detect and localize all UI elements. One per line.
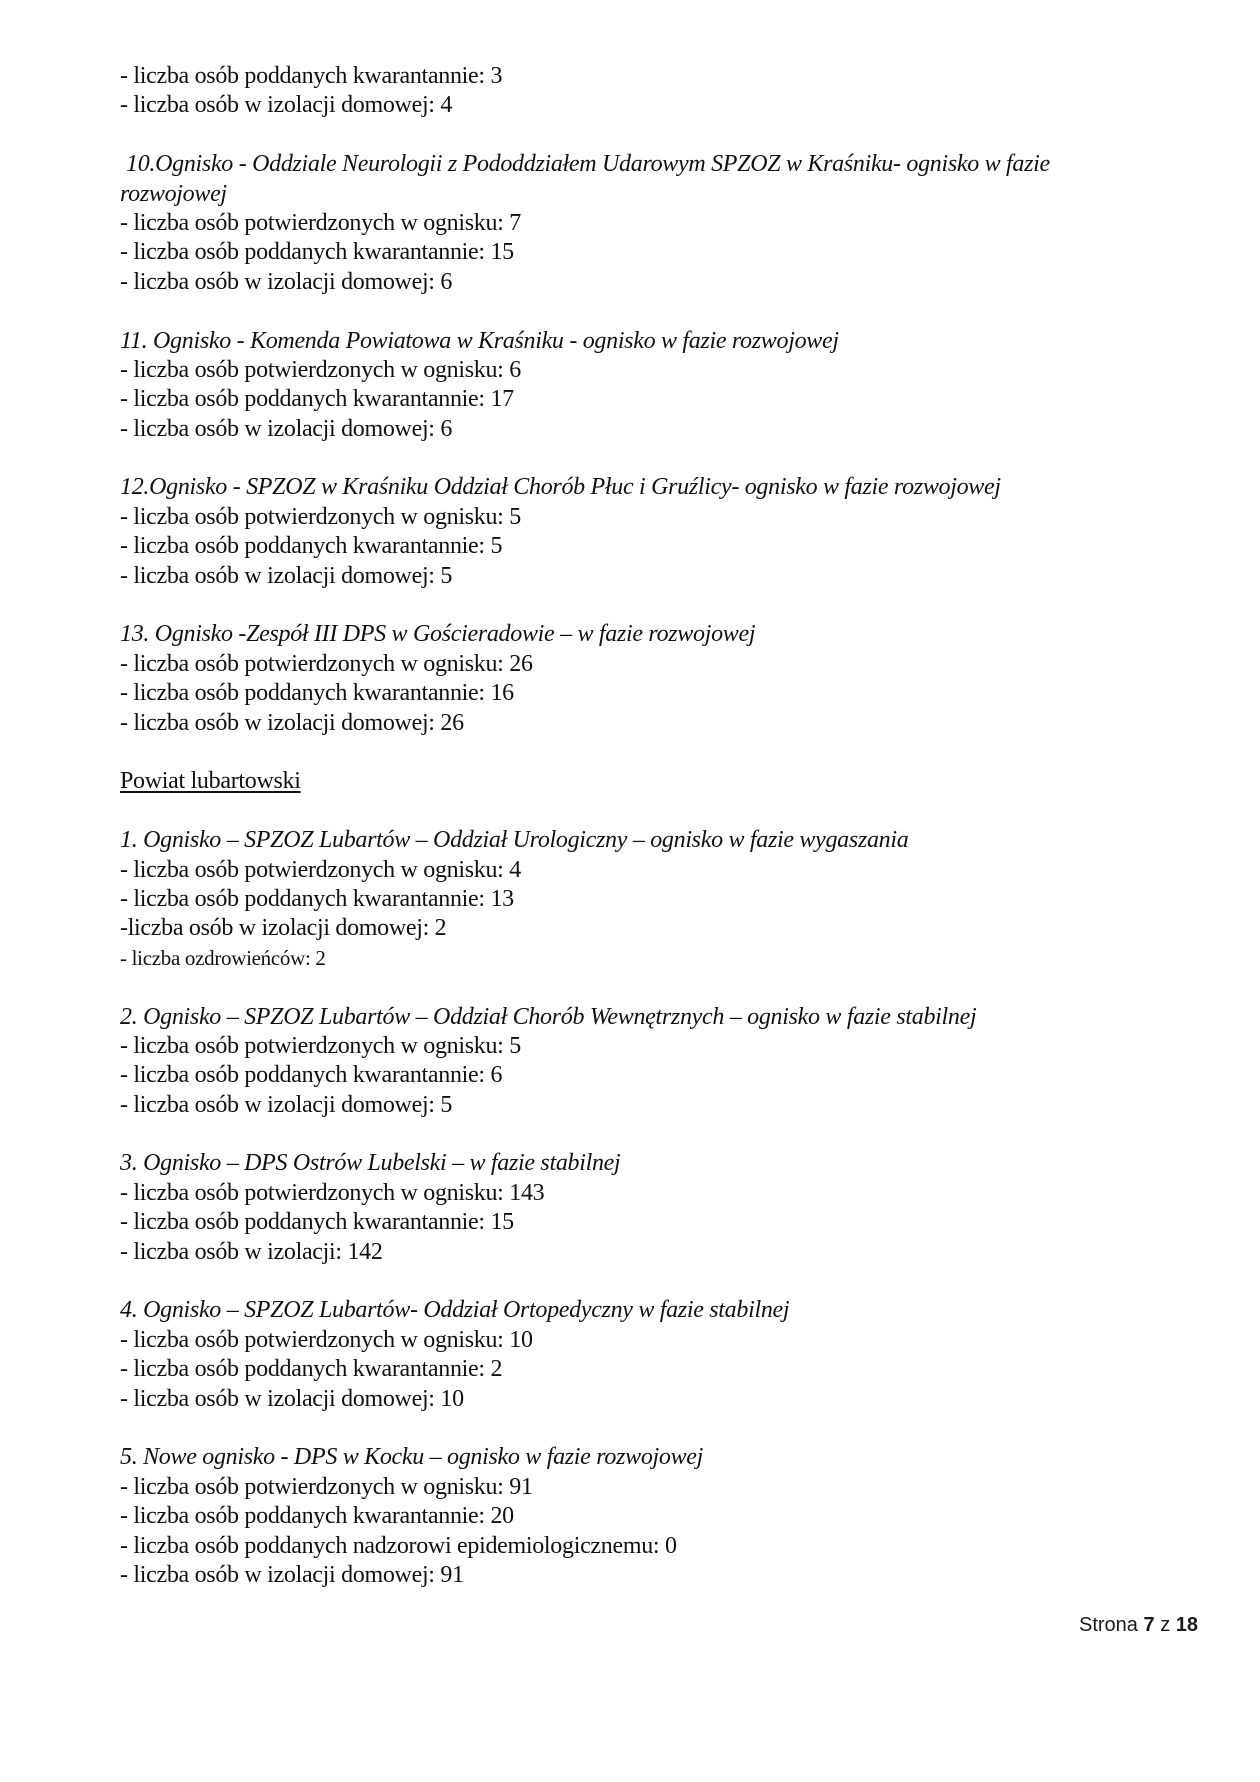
outbreak-heading: 10.Ognisko - Oddziale Neurologii z Pododdziałem Udarowym SPZOZ w Kraśniku- ognisko w fazie <box>126 151 1050 178</box>
stat-line: - liczba osób poddanych kwarantannie: 15 <box>120 239 514 266</box>
page-separator: z <box>1160 1614 1171 1636</box>
outbreak-entry <box>120 327 1210 445</box>
stat-line: - liczba osób poddanych kwarantannie: 13 <box>120 885 514 912</box>
stat-line: - liczba osób w izolacji domowej: 4 <box>120 92 453 119</box>
outbreak-entry <box>120 826 1210 973</box>
outbreak-entry <box>120 1443 1210 1590</box>
stat-line: - liczba osób poddanych kwarantannie: 17 <box>120 386 514 413</box>
outbreak-heading: 5. Nowe ognisko - DPS w Kocku – ognisko w fazie rozwojowej <box>120 1444 704 1471</box>
stat-line: - liczba osób poddanych kwarantannie: 5 <box>120 533 503 560</box>
outbreak-continuation <box>120 62 1210 121</box>
stat-line: - liczba osób w izolacji domowej: 6 <box>120 415 453 442</box>
outbreak-entry <box>120 1296 1210 1414</box>
stat-line: - liczba osób potwierdzonych w ognisku: 10 <box>120 1326 533 1353</box>
stat-line: - liczba osób poddanych kwarantannie: 6 <box>120 1062 503 1089</box>
stat-line: - liczba osób potwierdzonych w ognisku: 5 <box>120 1032 521 1059</box>
page-label: Strona <box>1079 1614 1138 1636</box>
page-number <box>1079 1614 1198 1637</box>
stat-line: -liczba osób w izolacji domowej: 2 <box>120 915 447 942</box>
stat-line: - liczba osób w izolacji domowej: 26 <box>120 709 464 736</box>
stat-line: - liczba osób w izolacji domowej: 10 <box>120 1385 464 1412</box>
stat-line: - liczba osób w izolacji domowej: 5 <box>120 562 453 589</box>
section-title-powiat-lubartowski: Powiat lubartowski <box>120 768 301 795</box>
document-body <box>120 62 1210 1590</box>
outbreak-entry <box>120 473 1210 591</box>
stat-line: - liczba osób poddanych kwarantannie: 2 <box>120 1356 503 1383</box>
outbreak-heading: 11. Ognisko - Komenda Powiatowa w Kraśniku - ognisko w fazie rozwojowej <box>120 327 839 354</box>
outbreak-heading: 2. Ognisko – SPZOZ Lubartów – Oddział Chorób Wewnętrznych – ognisko w fazie stabilnej <box>120 1003 977 1030</box>
outbreak-entry <box>120 1003 1210 1121</box>
outbreak-heading: 3. Ognisko – DPS Ostrów Lubelski – w fazie stabilnej <box>120 1150 621 1177</box>
stat-line: - liczba osób potwierdzonych w ognisku: 4 <box>120 856 521 883</box>
stat-line: - liczba osób potwierdzonych w ognisku: 143 <box>120 1179 545 1206</box>
stat-line: - liczba osób w izolacji domowej: 6 <box>120 268 453 295</box>
stat-line: - liczba osób w izolacji domowej: 91 <box>120 1561 464 1588</box>
stat-line: - liczba osób poddanych nadzorowi epidemiologicznemu: 0 <box>120 1532 677 1559</box>
outbreak-heading: 4. Ognisko – SPZOZ Lubartów- Oddział Ortopedyczny w fazie stabilnej <box>120 1297 790 1324</box>
stat-line: - liczba osób potwierdzonych w ognisku: 26 <box>120 650 533 677</box>
stat-line: - liczba osób potwierdzonych w ognisku: 5 <box>120 503 521 530</box>
stat-line: - liczba osób w izolacji: 142 <box>120 1238 383 1265</box>
stat-line: - liczba osób poddanych kwarantannie: 3 <box>120 63 503 89</box>
page-total: 18 <box>1175 1614 1198 1636</box>
outbreak-heading-continuation: rozwojowej <box>120 180 227 207</box>
outbreak-heading: 1. Ognisko – SPZOZ Lubartów – Oddział Urologiczny – ognisko w fazie wygaszania <box>120 827 909 854</box>
outbreak-entry <box>120 150 1210 297</box>
stat-line: - liczba osób potwierdzonych w ognisku: 7 <box>120 209 521 236</box>
stat-line: - liczba osób poddanych kwarantannie: 15 <box>120 1209 514 1236</box>
stat-line: - liczba osób w izolacji domowej: 5 <box>120 1091 453 1118</box>
page-current: 7 <box>1143 1614 1155 1636</box>
outbreak-heading: 12.Ognisko - SPZOZ w Kraśniku Oddział Chorób Płuc i Gruźlicy- ognisko w fazie rozwojowej <box>120 474 1001 501</box>
outbreak-entry <box>120 620 1210 738</box>
stat-line: - liczba osób potwierdzonych w ognisku: 91 <box>120 1473 533 1500</box>
stat-line: - liczba osób poddanych kwarantannie: 20 <box>120 1503 514 1530</box>
outbreak-entry <box>120 1149 1210 1267</box>
outbreak-heading: 13. Ognisko -Zespół III DPS w Gościeradowie – w fazie rozwojowej <box>120 621 756 648</box>
stat-line: - liczba osób potwierdzonych w ognisku: 6 <box>120 356 521 383</box>
stat-line-recovered: - liczba ozdrowieńców: 2 <box>120 945 326 970</box>
stat-line: - liczba osób poddanych kwarantannie: 16 <box>120 680 514 707</box>
